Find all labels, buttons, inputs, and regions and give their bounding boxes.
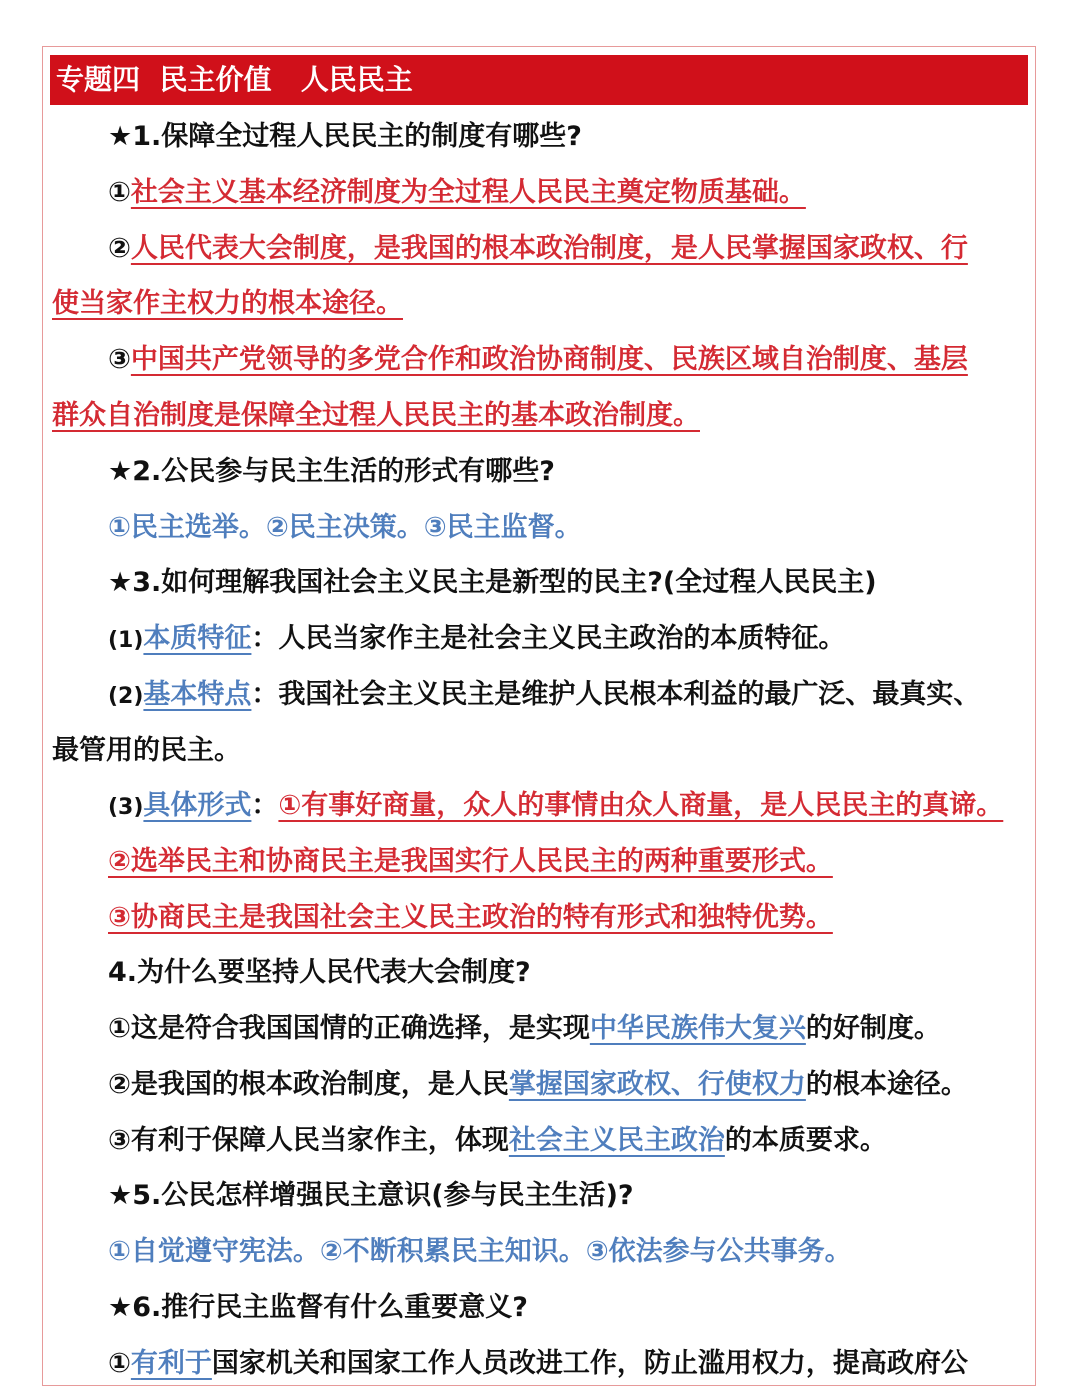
answer-6-1 [108, 1344, 1032, 1384]
question-1: ★1.保障全过程人民民主的制度有哪些? [108, 121, 582, 152]
highlight: 中华民族伟大复兴 [589, 1013, 806, 1044]
answer-text: 的根本途径。 [805, 1069, 968, 1100]
answer-1-1 [108, 173, 1032, 213]
answer-1-2 [108, 229, 1032, 269]
answer-4-3 [108, 1121, 1032, 1161]
answer-text: 使当家作主权力的根本途径。 [52, 288, 403, 319]
answer-3-1 [108, 619, 1032, 661]
colon: ： [251, 790, 279, 821]
answer-text: 群众自治制度是保障全过程人民民主的基本政治制度。 [52, 400, 700, 431]
question-3: ★3.如何理解我国社会主义民主是新型的民主?(全过程人民民主) [108, 567, 877, 598]
answer-text: ：人民当家作主是社会主义民主政治的本质特征。 [251, 623, 846, 654]
answer-text: ②是我国的根本政治制度，是人民 [108, 1069, 509, 1100]
answer-text: ③协商民主是我国社会主义民主政治的特有形式和独特优势。 [108, 902, 833, 933]
question-4: 4.为什么要坚持人民代表大会制度? [108, 957, 531, 988]
answer-marker: ③ [108, 344, 131, 375]
answer-1-3 [108, 340, 1032, 380]
answer-text: 中国共产党领导的多党合作和政治协商制度、民族区域自治制度、基层 [130, 344, 968, 375]
term: 本质特征 [143, 623, 252, 654]
highlight: 掌握国家政权、行使权力 [508, 1069, 806, 1100]
answer-2: ①民主选举。②民主决策。③民主监督。 [108, 512, 582, 543]
term: 具体形式 [143, 790, 252, 821]
answer-1-3-cont [52, 396, 1032, 436]
answer-3-3-b [108, 842, 1032, 882]
answer-5: ①自觉遵守宪法。②不断积累民主知识。③依法参与公共事务。 [108, 1236, 852, 1267]
answer-text: 社会主义基本经济制度为全过程人民民主奠定物质基础。 [130, 177, 806, 208]
answer-3-3 [108, 786, 1032, 828]
question-2: ★2.公民参与民主生活的形式有哪些? [108, 456, 555, 487]
answer-3-2-cont: 最管用的民主。 [52, 735, 241, 766]
answer-1-2-cont [52, 284, 1032, 324]
answer-text: 国家机关和国家工作人员改进工作，防止滥用权力，提高政府公 [211, 1348, 968, 1379]
highlight: 社会主义民主政治 [508, 1125, 725, 1156]
answer-marker: ① [108, 1348, 131, 1379]
answer-text: 人民代表大会制度，是我国的根本政治制度，是人民掌握国家政权、行 [130, 233, 968, 264]
answer-text: ①这是符合我国国情的正确选择，是实现 [108, 1013, 590, 1044]
term: 基本特点 [143, 679, 252, 710]
item-marker: (3) [108, 795, 144, 820]
answer-4-2 [108, 1065, 1032, 1105]
item-marker: (2) [108, 684, 144, 709]
answer-text: ：我国社会主义民主是维护人民根本利益的最广泛、最真实、 [251, 679, 981, 710]
highlight: 有利于 [130, 1348, 212, 1379]
item-marker: (1) [108, 628, 144, 653]
answer-text: ③有利于保障人民当家作主，体现 [108, 1125, 509, 1156]
answer-text: ②选举民主和协商民主是我国实行人民民主的两种重要形式。 [108, 846, 833, 877]
section-header: 专题四 民主价值 人民民主 [50, 55, 1028, 105]
answer-marker: ① [108, 177, 131, 208]
answer-3-2 [108, 675, 1032, 717]
answer-text: ①有事好商量，众人的事情由众人商量，是人民民主的真谛。 [278, 790, 1004, 821]
answer-3-3-c [108, 898, 1032, 938]
answer-marker: ② [108, 233, 131, 264]
question-5: ★5.公民怎样增强民主意识(参与民主生活)? [108, 1180, 634, 1211]
question-6: ★6.推行民主监督有什么重要意义? [108, 1292, 528, 1323]
answer-4-1 [108, 1009, 1032, 1049]
answer-text: 的本质要求。 [724, 1125, 887, 1156]
answer-text: 的好制度。 [805, 1013, 941, 1044]
